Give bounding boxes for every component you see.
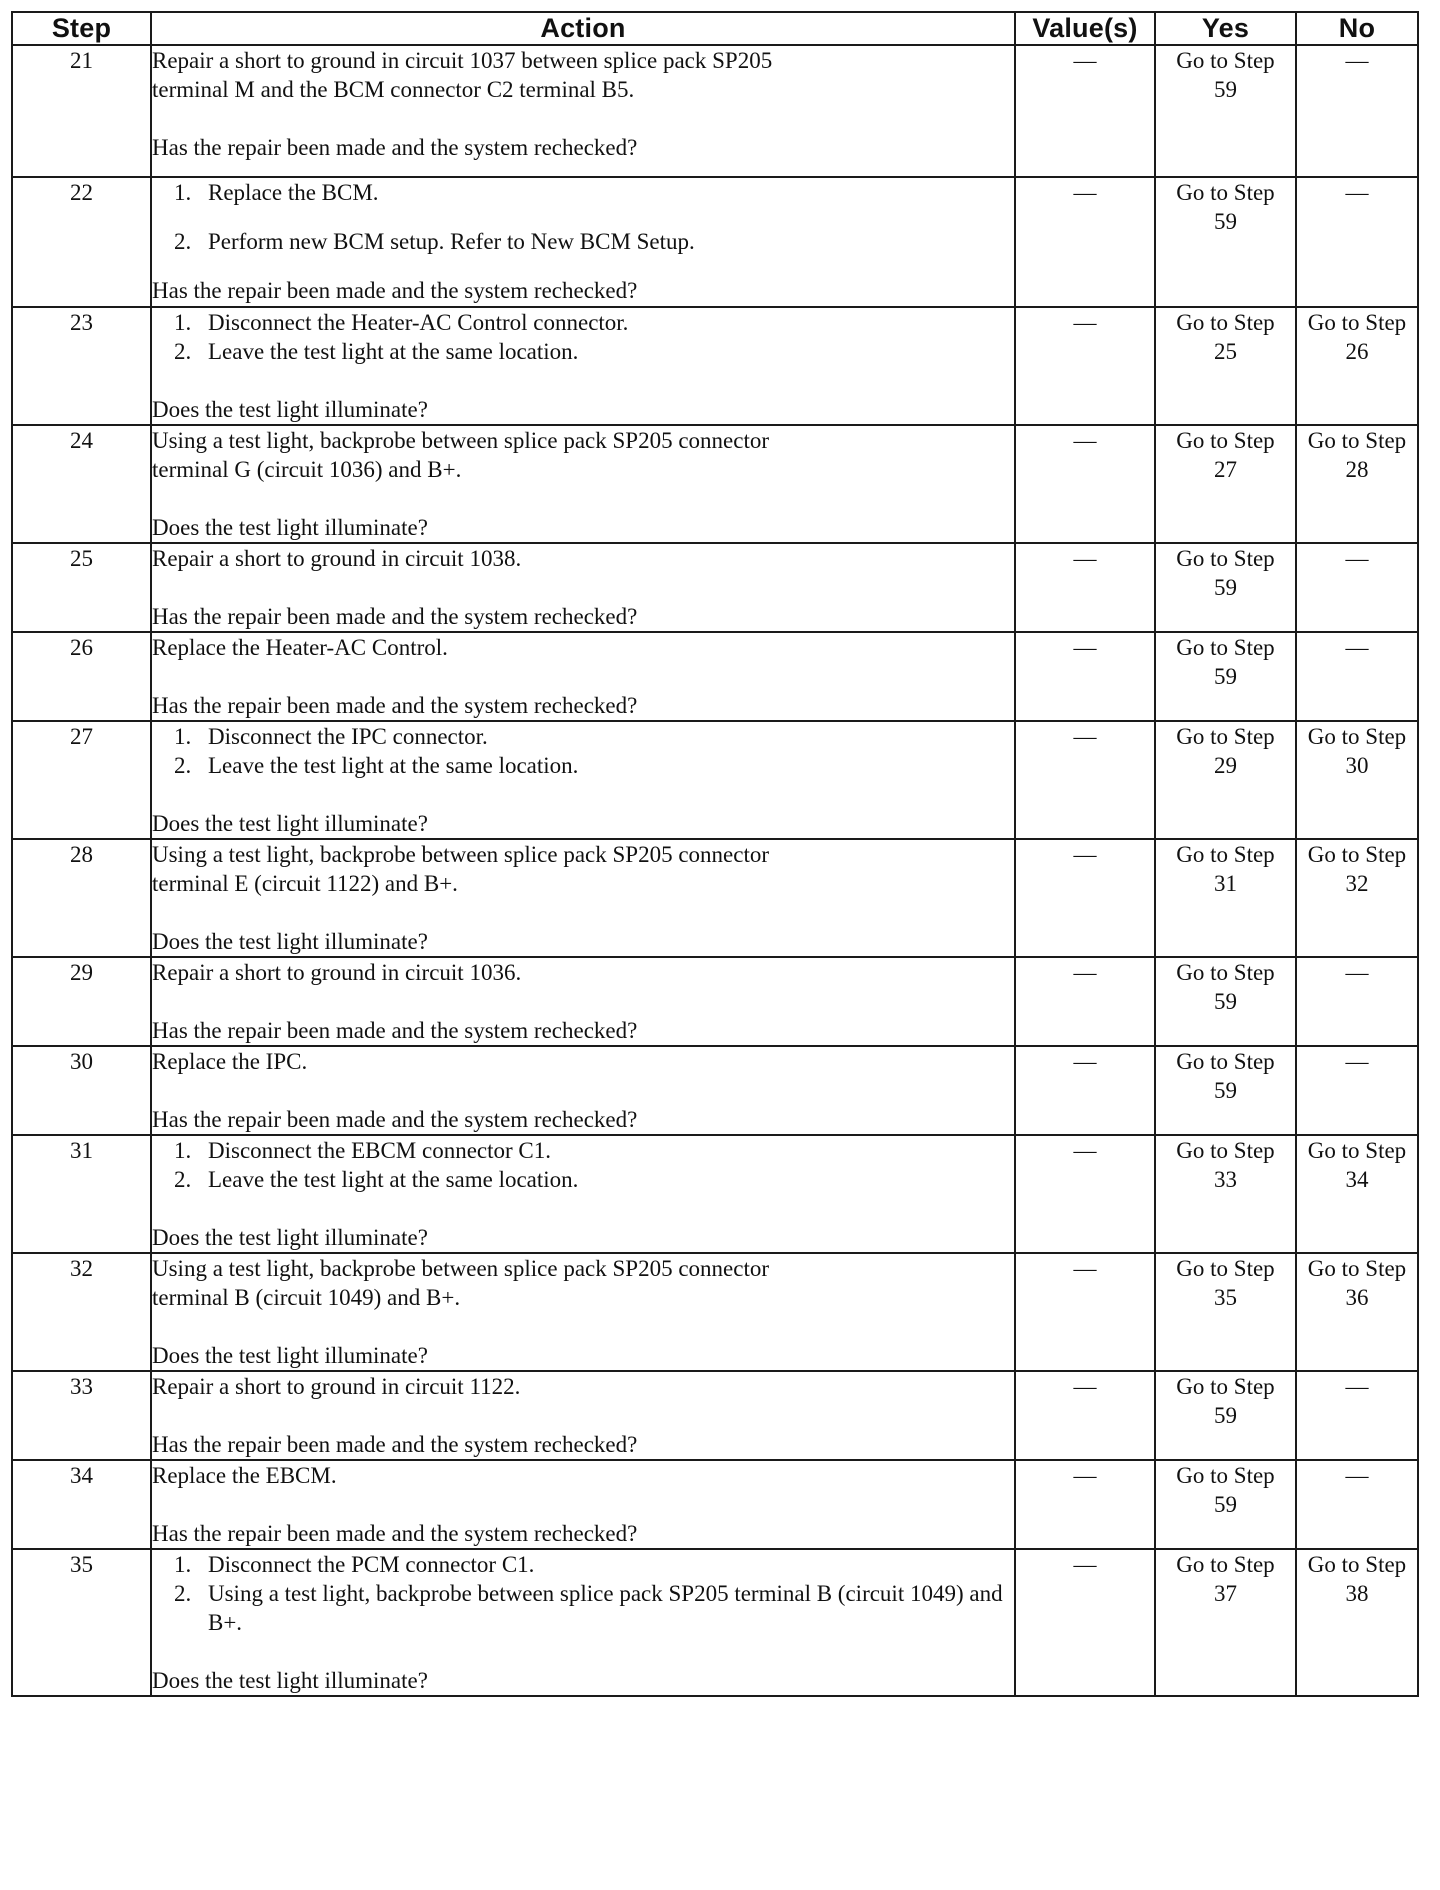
- yes-result-text: 59: [1214, 1492, 1237, 1517]
- yes-cell: [1155, 1371, 1296, 1460]
- spacer: [152, 987, 1014, 1016]
- no-cell: [1296, 1135, 1418, 1253]
- action-question: Does the test light illuminate?: [152, 1225, 428, 1250]
- action-text: Using a test light, backprobe between splice pack SP205 connector: [152, 842, 770, 867]
- table-row: [12, 957, 1418, 1046]
- diagnostic-table: [11, 11, 1419, 1697]
- action-step-text: Leave the test light at the same location.: [208, 753, 579, 778]
- action-question: Has the repair been made and the system rechecked?: [152, 604, 638, 629]
- action-cell: [151, 543, 1015, 632]
- action-step-item: [152, 1165, 1014, 1194]
- action-step-item: [152, 227, 1014, 256]
- yes-cell: [1155, 177, 1296, 307]
- action-step-number: 1.: [174, 1552, 192, 1577]
- spacer: [152, 366, 1014, 395]
- table-row: [12, 1046, 1418, 1135]
- step-number: 31: [12, 1135, 151, 1253]
- no-cell: [1296, 839, 1418, 957]
- yes-cell: [1155, 957, 1296, 1046]
- no-cell: [1296, 425, 1418, 543]
- action-step-text: Perform new BCM setup. Refer to New BCM Setup.: [208, 229, 695, 254]
- yes-result-text: 59: [1214, 1078, 1237, 1103]
- yes-cell: [1155, 1549, 1296, 1696]
- action-question: Has the repair been made and the system rechecked?: [152, 1432, 638, 1457]
- action-cell: [151, 721, 1015, 839]
- no-result-text: 36: [1345, 1285, 1369, 1310]
- no-result-text: Go to Step: [1307, 1256, 1407, 1281]
- yes-result-text: Go to Step: [1176, 1049, 1275, 1074]
- table-row: [12, 721, 1418, 839]
- spacer: [152, 1076, 1014, 1105]
- action-step-number: 2.: [174, 1167, 192, 1192]
- no-cell: [1296, 632, 1418, 721]
- action-text: Repair a short to ground in circuit 1036.: [152, 960, 522, 985]
- action-cell: [151, 425, 1015, 543]
- action-cell: [151, 307, 1015, 425]
- no-result-text: —: [1345, 1374, 1369, 1399]
- action-step-text: Disconnect the Heater-AC Control connector.: [208, 310, 629, 335]
- table-row: [12, 1253, 1418, 1371]
- table-row: [12, 632, 1418, 721]
- no-cell: [1296, 307, 1418, 425]
- yes-result-text: Go to Step: [1176, 1463, 1275, 1488]
- yes-result-text: 37: [1214, 1581, 1237, 1606]
- action-text: terminal M and the BCM connector C2 terminal B5.: [152, 77, 635, 102]
- action-question: Does the test light illuminate?: [152, 1668, 428, 1693]
- action-step-item: [152, 178, 1014, 207]
- yes-result-text: Go to Step: [1176, 635, 1275, 660]
- no-result-text: Go to Step: [1307, 842, 1407, 867]
- yes-cell: [1155, 721, 1296, 839]
- no-result-text: —: [1345, 1463, 1369, 1488]
- spacer: [152, 1401, 1014, 1430]
- no-result-text: —: [1345, 180, 1369, 205]
- spacer: [152, 780, 1014, 809]
- action-step-text: Leave the test light at the same location.: [208, 339, 579, 364]
- yes-cell: [1155, 1046, 1296, 1135]
- no-cell: [1296, 45, 1418, 177]
- action-step-item: [152, 337, 1014, 366]
- yes-cell: [1155, 839, 1296, 957]
- yes-cell: [1155, 307, 1296, 425]
- value-cell: —: [1015, 1253, 1155, 1371]
- action-step-text: Disconnect the EBCM connector C1.: [208, 1138, 552, 1163]
- step-number: 24: [12, 425, 151, 543]
- no-result-text: —: [1345, 635, 1369, 660]
- action-text: terminal E (circuit 1122) and B+.: [152, 871, 458, 896]
- action-cell: [151, 1046, 1015, 1135]
- no-cell: [1296, 177, 1418, 307]
- no-cell: [1296, 1371, 1418, 1460]
- yes-cell: [1155, 1135, 1296, 1253]
- step-number: 33: [12, 1371, 151, 1460]
- action-cell: [151, 632, 1015, 721]
- step-number: 29: [12, 957, 151, 1046]
- table-row: [12, 1549, 1418, 1696]
- step-number: 22: [12, 177, 151, 307]
- yes-result-text: Go to Step: [1176, 1552, 1275, 1577]
- action-text: Replace the IPC.: [152, 1049, 308, 1074]
- action-cell: [151, 1371, 1015, 1460]
- no-cell: [1296, 1460, 1418, 1549]
- no-result-text: —: [1345, 960, 1369, 985]
- yes-result-text: 59: [1214, 1403, 1237, 1428]
- value-cell: —: [1015, 1460, 1155, 1549]
- action-step-item: [152, 1579, 1014, 1637]
- yes-result-text: 33: [1214, 1167, 1237, 1192]
- value-cell: —: [1015, 45, 1155, 177]
- step-number: 30: [12, 1046, 151, 1135]
- spacer: [152, 1312, 1014, 1341]
- action-text: Repair a short to ground in circuit 1038.: [152, 546, 522, 571]
- action-question: Does the test light illuminate?: [152, 929, 428, 954]
- value-cell: —: [1015, 632, 1155, 721]
- action-question: Does the test light illuminate?: [152, 397, 428, 422]
- no-result-text: 38: [1345, 1581, 1369, 1606]
- action-step-text: Disconnect the PCM connector C1.: [208, 1552, 535, 1577]
- step-number: 32: [12, 1253, 151, 1371]
- step-number: 27: [12, 721, 151, 839]
- action-question: Has the repair been made and the system rechecked?: [152, 1107, 638, 1132]
- value-cell: —: [1015, 721, 1155, 839]
- yes-result-text: 29: [1214, 753, 1237, 778]
- action-steps-list: [152, 178, 1014, 256]
- step-number: 34: [12, 1460, 151, 1549]
- yes-result-text: Go to Step: [1176, 1374, 1275, 1399]
- diagnostic-table-page: [11, 11, 1417, 1697]
- no-cell: [1296, 543, 1418, 632]
- no-result-text: 28: [1345, 457, 1369, 482]
- no-result-text: Go to Step: [1307, 724, 1407, 749]
- table-row: [12, 1460, 1418, 1549]
- action-steps-list: [152, 1136, 1014, 1194]
- spacer: [152, 1194, 1014, 1223]
- action-step-text: Leave the test light at the same location.: [208, 1167, 579, 1192]
- value-cell: —: [1015, 1549, 1155, 1696]
- action-step-item: [152, 1550, 1014, 1579]
- yes-result-text: Go to Step: [1176, 724, 1275, 749]
- action-step-item: [152, 308, 1014, 337]
- table-row: [12, 1371, 1418, 1460]
- yes-result-text: Go to Step: [1176, 180, 1275, 205]
- no-cell: [1296, 1549, 1418, 1696]
- value-cell: —: [1015, 1371, 1155, 1460]
- yes-result-text: 59: [1214, 664, 1237, 689]
- no-result-text: Go to Step: [1307, 1552, 1407, 1577]
- value-cell: —: [1015, 1135, 1155, 1253]
- action-step-number: 2.: [174, 229, 192, 254]
- action-cell: [151, 957, 1015, 1046]
- action-steps-list: [152, 308, 1014, 366]
- spacer: [152, 573, 1014, 602]
- value-cell: —: [1015, 957, 1155, 1046]
- action-step-number: 2.: [174, 753, 192, 778]
- action-step-number: 1.: [174, 724, 192, 749]
- table-row: [12, 839, 1418, 957]
- action-steps-list: [152, 722, 1014, 780]
- no-result-text: 34: [1345, 1167, 1369, 1192]
- value-cell: —: [1015, 543, 1155, 632]
- no-result-text: 30: [1345, 753, 1369, 778]
- no-result-text: Go to Step: [1307, 310, 1407, 335]
- yes-result-text: Go to Step: [1176, 1256, 1275, 1281]
- action-text: Using a test light, backprobe between splice pack SP205 connector: [152, 1256, 770, 1281]
- no-result-text: 32: [1345, 871, 1369, 896]
- yes-result-text: 59: [1214, 77, 1237, 102]
- table-row: [12, 425, 1418, 543]
- yes-cell: [1155, 1460, 1296, 1549]
- spacer: [152, 662, 1014, 691]
- action-cell: [151, 1549, 1015, 1696]
- action-question: Has the repair been made and the system rechecked?: [152, 135, 638, 160]
- yes-result-text: 27: [1214, 457, 1237, 482]
- action-step-item: [152, 1136, 1014, 1165]
- action-step-number: 1.: [174, 310, 192, 335]
- spacer: [152, 1637, 1014, 1666]
- action-step-number: 1.: [174, 1138, 192, 1163]
- action-question: Does the test light illuminate?: [152, 515, 428, 540]
- action-text: Repair a short to ground in circuit 1037 between splice pack SP205: [152, 48, 773, 73]
- yes-result-text: 59: [1214, 575, 1237, 600]
- table-row: [12, 1135, 1418, 1253]
- table-row: [12, 307, 1418, 425]
- action-question: Has the repair been made and the system rechecked?: [152, 693, 638, 718]
- no-result-text: —: [1345, 1049, 1369, 1074]
- spacer: [152, 1490, 1014, 1519]
- value-cell: —: [1015, 425, 1155, 543]
- action-question: Has the repair been made and the system rechecked?: [152, 1521, 638, 1546]
- no-result-text: Go to Step: [1307, 1138, 1407, 1163]
- action-text: Replace the Heater-AC Control.: [152, 635, 448, 660]
- action-step-text: Disconnect the IPC connector.: [208, 724, 488, 749]
- yes-result-text: Go to Step: [1176, 546, 1275, 571]
- no-result-text: —: [1345, 546, 1369, 571]
- action-cell: [151, 177, 1015, 307]
- yes-cell: [1155, 45, 1296, 177]
- yes-result-text: Go to Step: [1176, 48, 1275, 73]
- action-text: Repair a short to ground in circuit 1122.: [152, 1374, 521, 1399]
- no-result-text: —: [1345, 48, 1369, 73]
- value-cell: —: [1015, 177, 1155, 307]
- spacer: [152, 256, 1014, 276]
- action-step-text: Replace the BCM.: [208, 180, 379, 205]
- header-values: Value(s): [1015, 12, 1155, 45]
- action-question: Has the repair been made and the system rechecked?: [152, 278, 638, 303]
- action-text: Using a test light, backprobe between splice pack SP205 connector: [152, 428, 770, 453]
- yes-cell: [1155, 632, 1296, 721]
- spacer: [152, 104, 1014, 133]
- action-cell: [151, 45, 1015, 177]
- no-cell: [1296, 721, 1418, 839]
- no-result-text: Go to Step: [1307, 428, 1407, 453]
- header-row: [12, 12, 1418, 45]
- yes-result-text: Go to Step: [1176, 842, 1275, 867]
- step-number: 23: [12, 307, 151, 425]
- value-cell: —: [1015, 307, 1155, 425]
- no-cell: [1296, 1253, 1418, 1371]
- action-cell: [151, 839, 1015, 957]
- step-number: 28: [12, 839, 151, 957]
- header-action: Action: [151, 12, 1015, 45]
- action-cell: [151, 1253, 1015, 1371]
- yes-result-text: Go to Step: [1176, 428, 1275, 453]
- action-text: terminal G (circuit 1036) and B+.: [152, 457, 462, 482]
- spacer: [152, 898, 1014, 927]
- yes-cell: [1155, 425, 1296, 543]
- no-cell: [1296, 1046, 1418, 1135]
- yes-result-text: 31: [1214, 871, 1237, 896]
- step-number: 21: [12, 45, 151, 177]
- yes-result-text: Go to Step: [1176, 1138, 1275, 1163]
- yes-result-text: 35: [1214, 1285, 1237, 1310]
- action-cell: [151, 1460, 1015, 1549]
- header-yes: Yes: [1155, 12, 1296, 45]
- action-step-item: [152, 722, 1014, 751]
- step-number: 25: [12, 543, 151, 632]
- action-text: terminal B (circuit 1049) and B+.: [152, 1285, 461, 1310]
- action-step-text: Using a test light, backprobe between splice pack SP205 terminal B (circuit 1049) and B+.: [208, 1581, 1003, 1635]
- action-step-number: 2.: [174, 339, 192, 364]
- action-step-number: 1.: [174, 180, 192, 205]
- yes-cell: [1155, 1253, 1296, 1371]
- no-result-text: 26: [1345, 339, 1369, 364]
- yes-result-text: Go to Step: [1176, 960, 1275, 985]
- header-step: Step: [12, 12, 151, 45]
- action-steps-list: [152, 1550, 1014, 1637]
- action-step-number: 2.: [174, 1581, 192, 1606]
- value-cell: —: [1015, 839, 1155, 957]
- value-cell: —: [1015, 1046, 1155, 1135]
- action-cell: [151, 1135, 1015, 1253]
- yes-result-text: 25: [1214, 339, 1237, 364]
- action-text: Replace the EBCM.: [152, 1463, 337, 1488]
- header-no: No: [1296, 12, 1418, 45]
- table-row: [12, 45, 1418, 177]
- yes-result-text: 59: [1214, 209, 1237, 234]
- action-question: Does the test light illuminate?: [152, 1343, 428, 1368]
- action-question: Has the repair been made and the system rechecked?: [152, 1018, 638, 1043]
- table-row: [12, 543, 1418, 632]
- yes-result-text: 59: [1214, 989, 1237, 1014]
- spacer: [152, 484, 1014, 513]
- yes-cell: [1155, 543, 1296, 632]
- yes-result-text: Go to Step: [1176, 310, 1275, 335]
- action-question: Does the test light illuminate?: [152, 811, 428, 836]
- step-number: 35: [12, 1549, 151, 1696]
- step-number: 26: [12, 632, 151, 721]
- action-step-item: [152, 751, 1014, 780]
- table-row: [12, 177, 1418, 307]
- no-cell: [1296, 957, 1418, 1046]
